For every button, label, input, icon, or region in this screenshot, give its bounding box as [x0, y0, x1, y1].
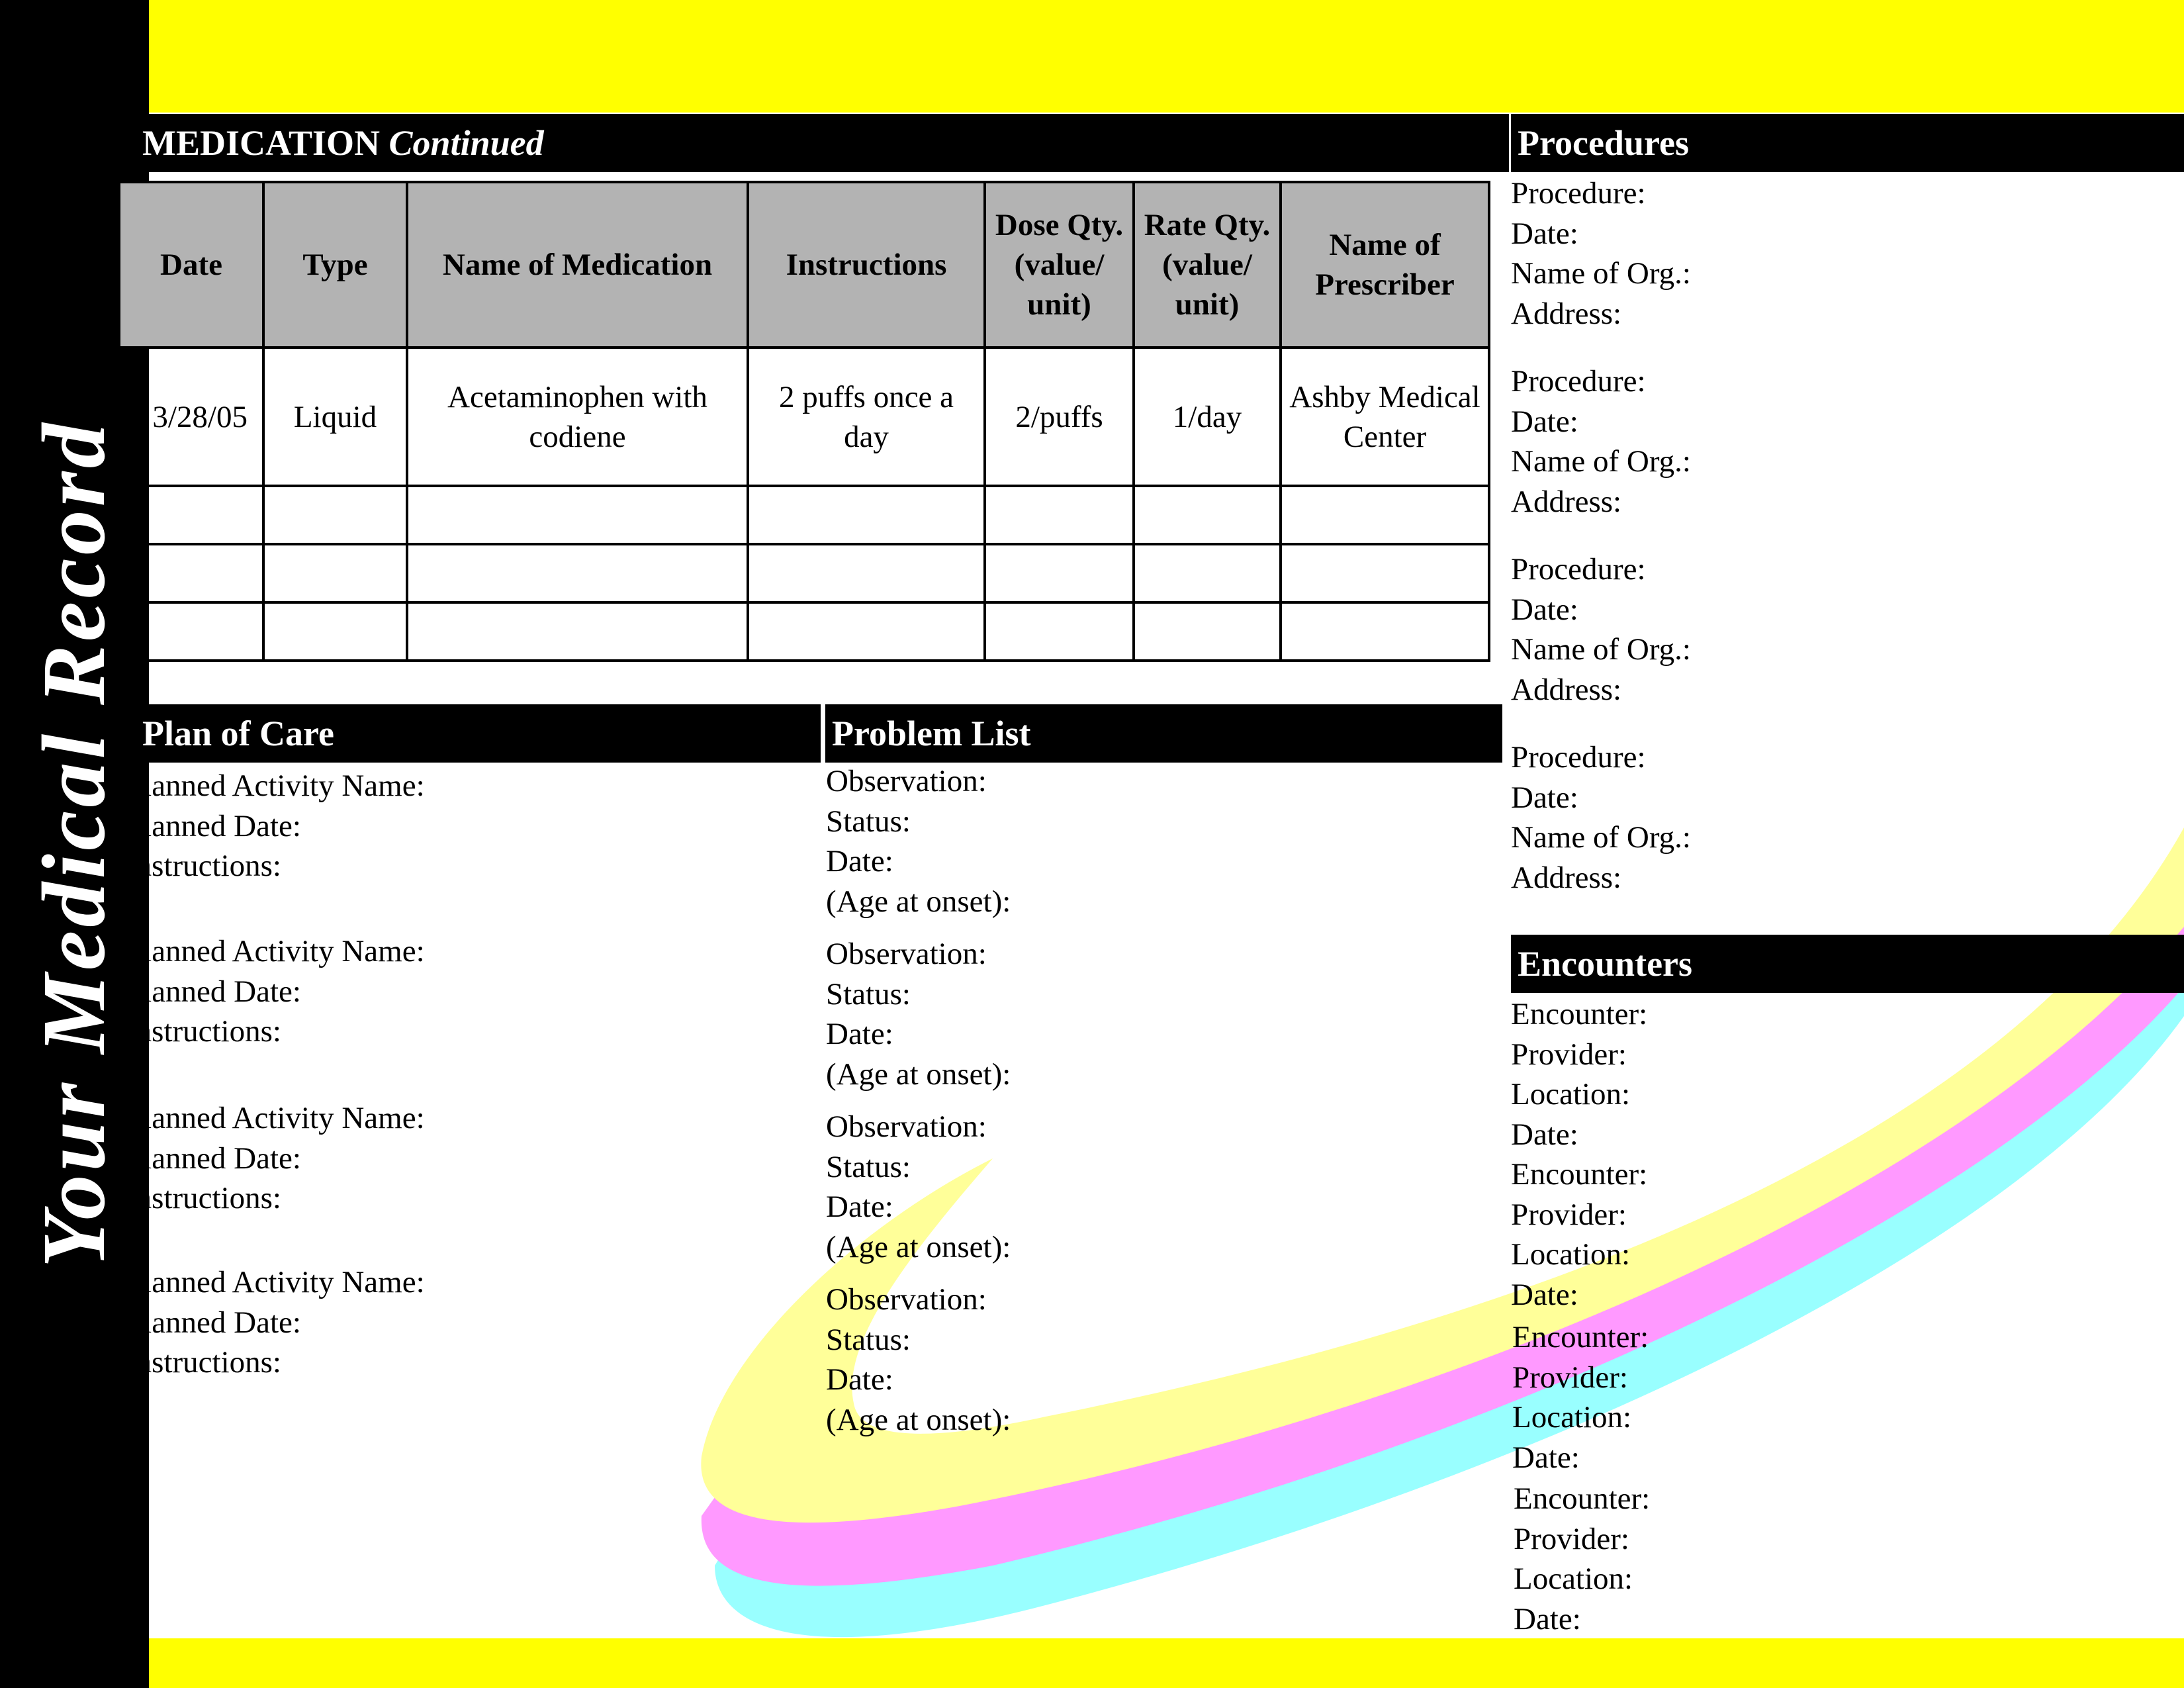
age-at-onset-label: (Age at onset):: [826, 1229, 1011, 1264]
observation-label: Observation:: [826, 1109, 987, 1144]
address-label: Address:: [1511, 484, 1622, 519]
provider-label: Provider:: [1511, 1037, 1627, 1072]
org-name-label: Name of Org.:: [1511, 256, 1691, 291]
procedure-label: Procedure:: [1511, 740, 1646, 774]
address-label: Address:: [1511, 296, 1622, 331]
cell-prescriber: [1281, 486, 1489, 544]
encounter-entry: [1511, 994, 1647, 1154]
cell-type: [263, 602, 407, 661]
date-label: Date:: [826, 1017, 893, 1051]
table-row: [119, 348, 1489, 486]
planned-date-label: Planned Date:: [126, 1305, 301, 1340]
address-label: Address:: [1511, 672, 1622, 707]
date-label: Date:: [1511, 216, 1578, 251]
table-row: [119, 602, 1489, 661]
cell-date: 3/28/05: [119, 348, 263, 486]
date-label: Date:: [826, 844, 893, 878]
plan-of-care-header: [126, 704, 821, 763]
plan-entry: [126, 1098, 425, 1219]
planned-date-label: Planned Date:: [126, 808, 301, 843]
status-label: Status:: [826, 1149, 911, 1184]
cell-dose-qty: [985, 544, 1134, 602]
medication-table: [118, 181, 1490, 662]
medication-header: [126, 114, 1509, 172]
cell-dose-qty: 2/puffs: [985, 348, 1134, 486]
cell-medication-name: [407, 544, 748, 602]
encounter-entry: [1512, 1317, 1649, 1477]
instructions-label: Instructions:: [126, 1345, 281, 1380]
date-label: Date:: [1511, 592, 1578, 627]
cell-prescriber: [1281, 544, 1489, 602]
cell-type: [263, 486, 407, 544]
cell-rate-qty: [1134, 602, 1281, 661]
planned-activity-label: Planned Activity Name:: [126, 769, 425, 803]
provider-label: Provider:: [1512, 1360, 1628, 1395]
medication-title-suffix: Continued: [388, 123, 544, 163]
age-at-onset-label: (Age at onset):: [826, 1056, 1011, 1092]
cell-dose-qty: [985, 486, 1134, 544]
planned-activity-label: Planned Activity Name:: [126, 1101, 425, 1135]
planned-activity-label: Planned Activity Name:: [126, 934, 425, 968]
cell-rate-qty: 1/day: [1134, 348, 1281, 486]
cell-date: [119, 602, 263, 661]
cell-rate-qty: [1134, 544, 1281, 602]
address-label: Address:: [1511, 860, 1622, 895]
cell-dose-qty: [985, 602, 1134, 661]
cell-medication-name: [407, 486, 748, 544]
cell-date: [119, 486, 263, 544]
observation-label: Observation:: [826, 937, 987, 971]
planned-date-label: Planned Date:: [126, 1141, 301, 1176]
procedure-entry: [1511, 361, 1691, 522]
plan-entry: [126, 1262, 425, 1383]
cell-medication-name: Acetaminophen with codiene: [407, 348, 748, 486]
cell-medication-name: [407, 602, 748, 661]
table-row: [119, 544, 1489, 602]
column-header-instructions: Instructions: [748, 182, 985, 348]
org-name-label: Name of Org.:: [1511, 820, 1691, 855]
column-header-date: Date: [119, 182, 263, 348]
procedure-label: Procedure:: [1511, 552, 1646, 586]
age-at-onset-label: (Age at onset):: [826, 1402, 1011, 1437]
observation-label: Observation:: [826, 1282, 987, 1317]
procedure-entry: [1511, 549, 1691, 710]
cell-instructions: [748, 544, 985, 602]
cell-prescriber: Ashby Medical Center: [1281, 348, 1489, 486]
date-label: Date:: [1514, 1601, 1581, 1636]
procedures-header: [1511, 114, 2184, 172]
observation-label: Observation:: [826, 764, 987, 798]
cell-instructions: [748, 486, 985, 544]
procedure-label: Procedure:: [1511, 176, 1646, 211]
problem-entry: [826, 1107, 1011, 1267]
status-label: Status:: [826, 976, 911, 1011]
encounter-label: Encounter:: [1514, 1481, 1651, 1516]
status-label: Status:: [826, 804, 911, 839]
plan-entry: [126, 766, 425, 886]
provider-label: Provider:: [1511, 1197, 1627, 1232]
medication-table-header-row: [119, 182, 1489, 348]
column-header-rate-qty: Rate Qty. (value/ unit): [1134, 182, 1281, 348]
encounter-label: Encounter:: [1511, 1157, 1648, 1192]
provider-label: Provider:: [1514, 1521, 1629, 1556]
side-title: Your Medical Record: [24, 420, 124, 1268]
problem-list-header: [825, 704, 1502, 763]
status-label: Status:: [826, 1322, 911, 1357]
cell-type: [263, 544, 407, 602]
date-label: Date:: [1512, 1440, 1580, 1475]
location-label: Location:: [1511, 1237, 1631, 1272]
encounter-label: Encounter:: [1511, 997, 1648, 1031]
plan-entry: [126, 931, 425, 1052]
procedure-entry: [1511, 173, 1691, 334]
problem-list-title: Problem List: [832, 714, 1031, 753]
instructions-label: Instructions:: [126, 1181, 281, 1215]
planned-activity-label: Planned Activity Name:: [126, 1265, 425, 1299]
location-label: Location:: [1511, 1077, 1631, 1111]
date-label: Date:: [1511, 780, 1578, 815]
problem-entry: [826, 761, 1011, 921]
plan-of-care-title: Plan of Care: [142, 714, 334, 753]
cell-type: Liquid: [263, 348, 407, 486]
encounter-label: Encounter:: [1512, 1320, 1649, 1354]
location-label: Location:: [1514, 1562, 1633, 1596]
instructions-label: Instructions:: [126, 1014, 281, 1049]
problem-entry: [826, 934, 1011, 1094]
date-label: Date:: [1511, 404, 1578, 439]
cell-rate-qty: [1134, 486, 1281, 544]
org-name-label: Name of Org.:: [1511, 444, 1691, 479]
location-label: Location:: [1512, 1400, 1632, 1434]
age-at-onset-label: (Age at onset):: [826, 884, 1011, 919]
procedure-entry: [1511, 737, 1691, 898]
org-name-label: Name of Org.:: [1511, 632, 1691, 667]
date-label: Date:: [1511, 1117, 1578, 1152]
instructions-label: Instructions:: [126, 849, 281, 883]
table-row: [119, 486, 1489, 544]
medication-title: MEDICATION: [142, 123, 381, 163]
cell-instructions: 2 puffs once a day: [748, 348, 985, 486]
encounters-header: [1511, 935, 2184, 993]
problem-entry: [826, 1280, 1011, 1440]
cell-date: [119, 544, 263, 602]
cell-instructions: [748, 602, 985, 661]
planned-date-label: Planned Date:: [126, 974, 301, 1009]
column-header-type: Type: [263, 182, 407, 348]
encounter-entry: [1511, 1154, 1647, 1315]
column-header-prescriber: Name of Prescriber: [1281, 182, 1489, 348]
encounter-entry: [1514, 1479, 1650, 1639]
column-header-dose-qty: Dose Qty. (value/ unit): [985, 182, 1134, 348]
date-label: Date:: [826, 1362, 893, 1397]
column-header-medication-name: Name of Medication: [407, 182, 748, 348]
procedures-title: Procedures: [1518, 123, 1689, 163]
encounters-title: Encounters: [1518, 944, 1693, 984]
date-label: Date:: [1511, 1277, 1578, 1312]
cell-prescriber: [1281, 602, 1489, 661]
date-label: Date:: [826, 1190, 893, 1224]
procedure-label: Procedure:: [1511, 364, 1646, 399]
